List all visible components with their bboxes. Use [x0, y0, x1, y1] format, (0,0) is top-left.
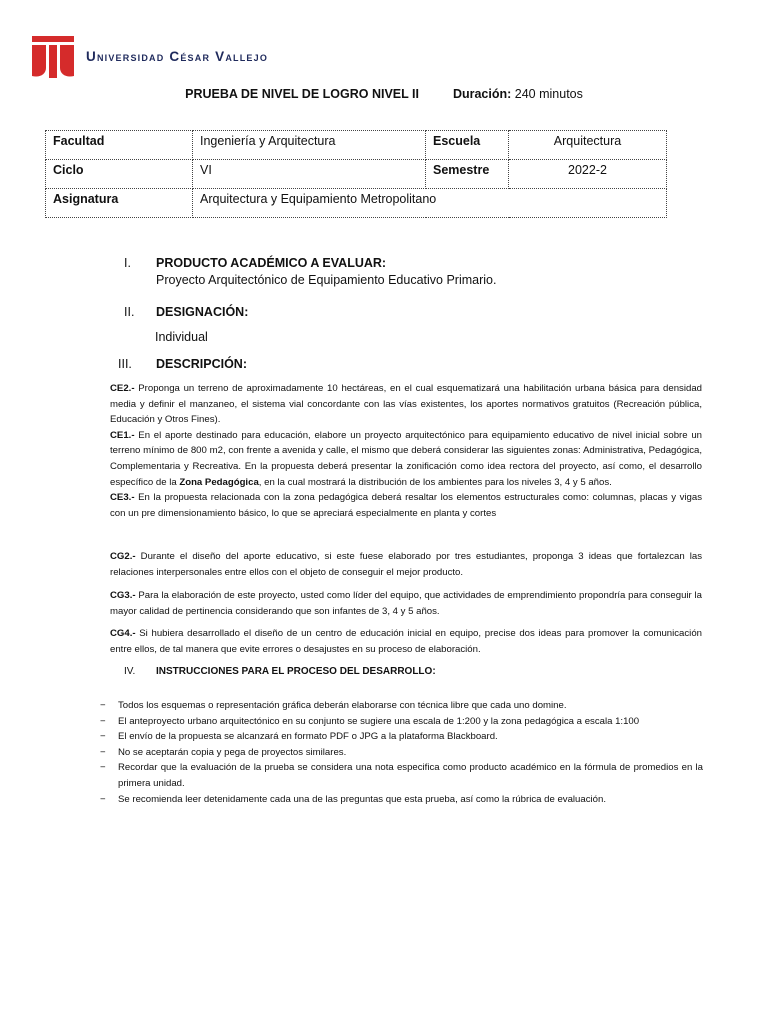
university-logo — [30, 32, 268, 80]
cg3-code: CG3.- — [110, 590, 136, 601]
asignatura-label: Asignatura — [46, 189, 193, 218]
ce1-paragraph — [110, 428, 702, 490]
ce2-code: CE2.- — [110, 383, 135, 394]
course-info-table — [45, 130, 667, 218]
ce2-text: Proponga un terreno de aproximadamente 10 hectáreas, en el cual esquematizará una habilitación urbana básica para densidad media y definir el manzaneo, el sistema vial concordante con las vías existentes, los aportes normativos gratuitos (Recreación pública, Educación y Otros Fines). — [110, 383, 702, 426]
cg2-code: CG2.- — [110, 551, 136, 562]
cg2-text: Durante el diseño del aporte educativo, si este fuese elaborado por tres estudiantes, proponga 3 ideas que fortalezcan las relaciones interpersonales entre ellos con el objeto de conseguir el mejor producto. — [110, 551, 702, 578]
section-title: DESCRIPCIÓN: — [156, 357, 247, 371]
list-item: − El anteproyecto urbano arquitectónico en su conjunto se sugiere una escala de 1:200 y la zona pedagógica a escala 1:100 — [100, 714, 703, 730]
section-number: IV. — [124, 666, 136, 677]
dash-bullet-icon: − — [100, 746, 106, 758]
list-item: − No se aceptarán copia y pega de proyectos similares. — [100, 745, 703, 761]
facultad-label: Facultad — [46, 131, 193, 160]
semestre-value: 2022-2 — [509, 160, 667, 189]
ce1-text-a: En el aporte destinado para educación, elabore un proyecto arquitectónico para equipamiento educativo de nivel inicial sobre un terreno mínimo de 800 m2, con frente a avenida y calle, el mismo que deberá considerar las siguientes zonas: Administrativa, Pedagógica, Complementaria y Recreativa. En la propuesta deberá presentar la zonificación como idea rectora del proyecto, así como, el desarrollo específico de la — [110, 429, 702, 488]
dash-bullet-icon: − — [100, 762, 106, 774]
ciclo-value: VI — [193, 160, 426, 189]
ce2-paragraph — [110, 381, 702, 428]
section-title: PRODUCTO ACADÉMICO A EVALUAR: — [156, 256, 387, 270]
ce1-bold: Zona Pedagógica — [179, 476, 259, 488]
list-item: − Todos los esquemas o representación gráfica deberán elaborarse con técnica libre que cada uno domine. — [100, 698, 703, 714]
list-item: − Recordar que la evaluación de la prueba se considera una nota especifica como producto académico en la fórmula de promedios en la primera unidad. — [100, 762, 703, 789]
facultad-value: Ingeniería y Arquitectura — [193, 131, 426, 160]
ce3-code: CE3.- — [110, 492, 135, 504]
list-item: − Se recomienda leer detenidamente cada una de las preguntas que esta prueba, así como la rúbrica de evaluación. — [100, 792, 703, 808]
section-title: INSTRUCCIONES PARA EL PROCESO DEL DESARROLLO: — [156, 666, 436, 677]
dash-bullet-icon: − — [100, 731, 106, 743]
section-number: III. — [118, 357, 132, 371]
cg3-paragraph — [110, 588, 702, 619]
ucv-shield-logo-icon — [30, 32, 76, 80]
description-block-ce — [110, 381, 702, 521]
dash-bullet-icon: − — [100, 700, 106, 711]
exam-name: PRUEBA DE NIVEL DE LOGRO NIVEL II — [185, 87, 419, 101]
ce1-code: CE1.- — [110, 429, 135, 441]
list-item: − El envío de la propuesta se alcanzará en formato PDF o JPG a la plataforma Blackboard. — [100, 729, 703, 745]
table-row — [46, 160, 667, 189]
ce1-text-b: , en la cual mostrará la distribución de los ambientes para los niveles 3, 4 y 5 años. — [258, 476, 612, 488]
designation-value: Individual — [155, 330, 208, 344]
cg4-text: Si hubiera desarrollado el diseño de un centro de educación inicial en equipo, precise dos ideas para promover la comunicación entre ellos, de tal manera que evite errores o desajustes en su proceso de elaboración. — [110, 628, 702, 655]
section-number: I. — [124, 256, 131, 270]
ce3-text: En la propuesta relacionada con la zona pedagógica deberá resaltar los elementos estructurales como: columnas, placas y vigas con un pre dimensionamiento básico, lo que se apreciará especialmente en planta y cortes — [110, 492, 702, 519]
university-name: Universidad César Vallejo — [86, 48, 269, 64]
escuela-value: Arquitectura — [509, 131, 667, 160]
table-row — [46, 131, 667, 160]
section-title: DESIGNACIÓN: — [156, 305, 249, 319]
duration-label: Duración: — [452, 87, 512, 101]
asignatura-value: Arquitectura y Equipamiento Metropolitano — [193, 189, 667, 218]
semestre-label: Semestre — [426, 160, 509, 189]
duration-value: 240 minutos — [514, 87, 583, 101]
exam-title — [0, 87, 768, 101]
cg4-code: CG4.- — [110, 628, 136, 639]
ciclo-label: Ciclo — [46, 160, 193, 189]
academic-product-value: Proyecto Arquitectónico de Equipamiento Educativo Primario. — [156, 273, 497, 287]
instructions-list — [100, 698, 703, 807]
cg2-paragraph — [110, 549, 702, 580]
escuela-label: Escuela — [426, 131, 509, 160]
dash-bullet-icon: − — [100, 793, 106, 805]
section-number: II. — [124, 305, 135, 319]
table-row — [46, 189, 667, 218]
cg4-paragraph — [110, 626, 702, 657]
dash-bullet-icon: − — [100, 715, 106, 727]
cg3-text: Para la elaboración de este proyecto, usted como líder del equipo, que actividades de emprendimiento propondría para conseguir la mayor calidad de pertinencia considerando que son infantes de 3, 4 y 5 años. — [110, 590, 702, 617]
ce3-paragraph — [110, 490, 702, 521]
